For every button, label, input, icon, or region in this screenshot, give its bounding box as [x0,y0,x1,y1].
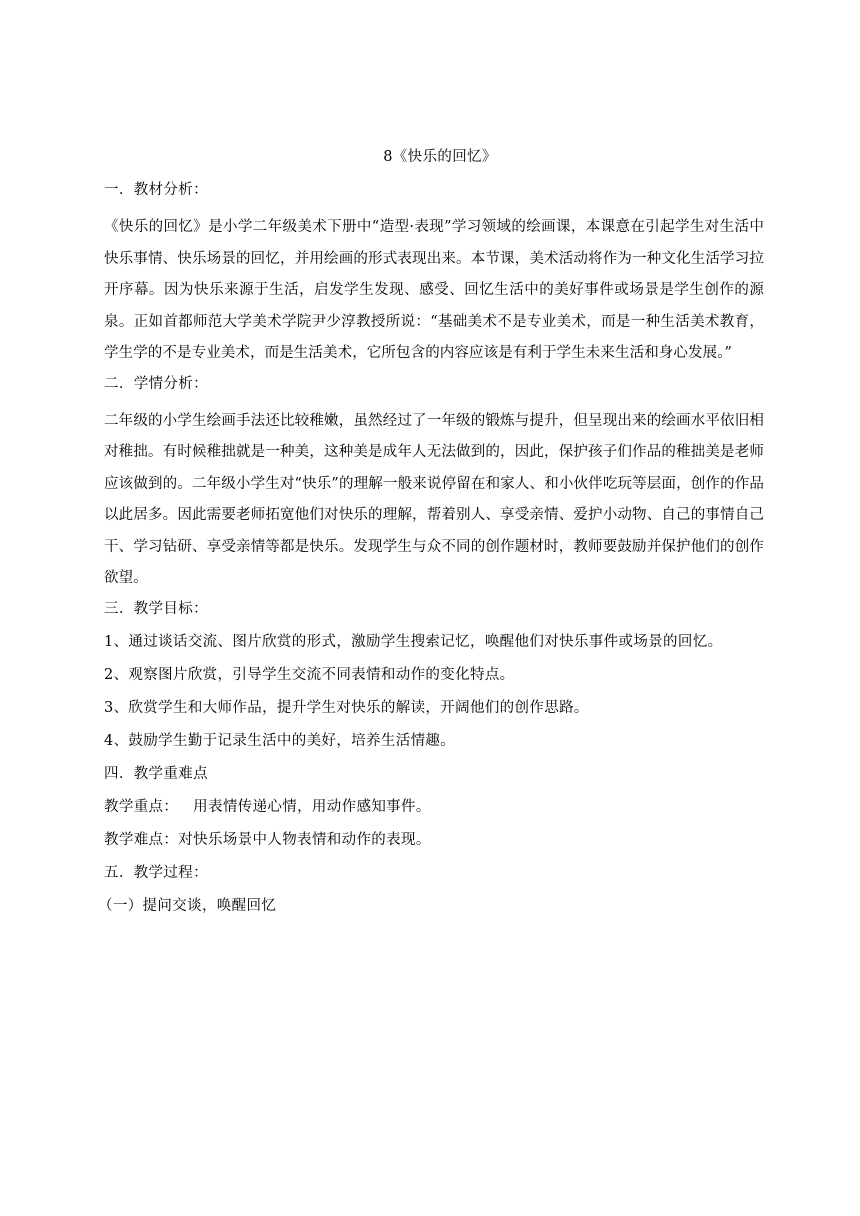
key-point-item: 教学重点： 用表情传递心情，用动作感知事件。 [104,798,431,815]
document-body [98,146,764,928]
objective-item: 4、鼓励学生勤于记录生活中的美好，培养生活情趣。 [104,732,456,749]
difficult-point-item: 教学难点：对快乐场景中人物表情和动作的表现。 [104,831,431,848]
section-heading-teaching-process: 五．教学过程： [104,864,208,881]
objective-item: 1、通过谈话交流、图片欣赏的形式，激励学生搜索记忆，唤醒他们对快乐事件或场景的回忆。 [104,633,723,650]
process-step-item: （一）提问交谈，唤醒回忆 [98,897,277,914]
section-heading-student-analysis: 二．学情分析： [104,375,208,392]
section-heading-textbook-analysis: 一．教材分析： [104,182,208,198]
section-body-textbook-analysis: 《快乐的回忆》是小学二年级美术下册中“造型·表现”学习领域的绘画课，本课意在引起学生对生活中快乐事情、快乐场景的回忆，并用绘画的形式表现出来。本节课，美术活动将作为一种文化生活学习拉开序幕。因为快乐来源于生活，启发学生发现、感受、回忆生活中的美好事件或场景是学生创作的源泉。正如首都师范大学美术学院尹少淳教授所说：“基础美术不是专业美术，而是一种生活美术教育，学生学的不是专业美术，而是生活美术，它所包含的内容应该是有利于学生未来生活和身心发展。” [104,219,764,361]
document-title: 8《快乐的回忆》 [383,149,497,165]
objective-item: 3、欣赏学生和大师作品，提升学生对快乐的解读，开阔他们的创作思路。 [104,699,589,716]
section-heading-teaching-objectives: 三．教学目标： [104,600,208,617]
section-heading-key-points: 四．教学重难点 [104,765,208,782]
objective-item: 2、观察图片欣赏，引导学生交流不同表情和动作的变化特点。 [104,666,515,683]
section-body-student-analysis: 二年级的小学生绘画手法还比较稚嫩，虽然经过了一年级的锻炼与提升，但呈现出来的绘画水平依旧相对稚拙。有时候稚拙就是一种美，这种美是成年人无法做到的，因此，保护孩子们作品的稚拙美是老师应该做到的。二年级小学生对“快乐”的理解一般来说停留在和家人、和小伙伴吃玩等层面，创作的作品以此居多。因此需要老师拓宽他们对快乐的理解，帮着别人、享受亲情、爱护小动物、自己的事情自己干、学习钻研、享受亲情等都是快乐。发现学生与众不同的创作题材时，教师要鼓励并保护他们的创作欲望。 [104,412,764,586]
